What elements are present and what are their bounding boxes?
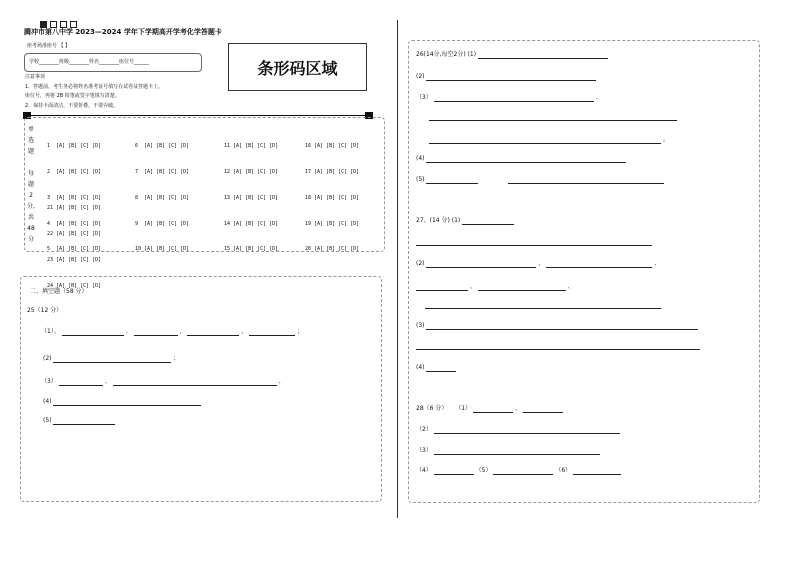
choice-row[interactable]: 1 [A] [B] [C] [D] — [47, 143, 102, 150]
choice-row[interactable]: 2 [A] [B] [C] [D] — [47, 168, 102, 175]
q25-1 — [41, 327, 303, 336]
answer-line[interactable] — [416, 245, 652, 246]
choice-row[interactable]: 20 [A] [B] [C] [D] — [305, 246, 360, 253]
choice-row[interactable]: 4 [A] [B] [C] [D] — [47, 220, 102, 227]
side-char: 每 — [27, 170, 34, 177]
answer-line[interactable] — [434, 446, 600, 455]
note-2: 2．保持卡面清洁，不要折叠，不要弄破。 — [25, 103, 119, 109]
q27-label: 27、(14 分) (1) — [416, 217, 461, 224]
answer-line[interactable] — [416, 349, 700, 350]
q25-4-label: (4) — [43, 398, 52, 405]
q25-3 — [41, 377, 285, 386]
q28-456 — [416, 466, 621, 475]
q28-4-label: （4） — [416, 467, 432, 474]
answer-line[interactable] — [62, 327, 124, 336]
exam-number-label: 座考场准座号 【 】 — [27, 43, 71, 49]
answer-line[interactable] — [478, 50, 608, 59]
q28-3 — [416, 446, 600, 455]
answer-line[interactable] — [53, 397, 201, 406]
comma: 、 — [125, 328, 132, 335]
answer-line[interactable] — [426, 72, 596, 81]
answer-line[interactable] — [573, 466, 621, 475]
side-char: 2分, — [27, 192, 35, 210]
q26-4 — [416, 154, 626, 163]
comma: 、 — [514, 405, 521, 412]
answer-line[interactable] — [416, 282, 468, 291]
q25-5-label: (5) — [43, 417, 52, 424]
choice-row[interactable]: 15 [A] [B] [C] [D] — [224, 246, 279, 253]
q27-2b — [416, 282, 574, 291]
q26-1 — [416, 50, 608, 59]
answer-line[interactable] — [59, 377, 103, 386]
answer-line[interactable] — [187, 327, 239, 336]
answer-line[interactable] — [134, 327, 178, 336]
side-char: 选 — [27, 137, 34, 144]
side-char: 分 — [27, 236, 34, 243]
choice-row[interactable]: 16 [A] [B] [C] [D] — [305, 143, 360, 150]
q28-1 — [416, 404, 563, 413]
q25-2 — [43, 354, 179, 363]
choice-row[interactable]: 18 [A] [B] [C] [D] — [305, 194, 360, 201]
comma: 、 — [469, 283, 476, 290]
q26-2 — [416, 72, 596, 81]
answer-line[interactable] — [53, 416, 115, 425]
answer-line[interactable] — [113, 377, 277, 386]
q27-2 — [416, 259, 660, 268]
choice-row[interactable]: 14 [A] [B] [C] [D] — [224, 220, 279, 227]
choice-row[interactable]: 19 [A] [B] [C] [D] — [305, 220, 360, 227]
answer-line[interactable] — [473, 404, 513, 413]
comma: 、 — [241, 328, 248, 335]
side-char: 单 — [27, 126, 34, 133]
q28-label: 28（6 分） — [416, 405, 448, 412]
comma: 、 — [538, 260, 545, 267]
choice-col-2[interactable] — [135, 125, 189, 271]
choice-row[interactable]: 10 [A] [B] [C] [D] — [135, 246, 190, 253]
answer-line[interactable] — [493, 466, 553, 475]
choice-col-3[interactable] — [224, 125, 278, 271]
choice-row[interactable]: 8 [A] [B] [C] [D] — [135, 194, 190, 201]
answer-line[interactable] — [426, 363, 456, 372]
answer-line[interactable] — [425, 308, 661, 309]
q25-title: 25（12 分） — [27, 307, 63, 314]
q26-label: 26(14分,每空2分) (1) — [416, 51, 477, 58]
q27-3 — [416, 321, 698, 330]
choice-row[interactable]: 17 [A] [B] [C] [D] — [305, 168, 360, 175]
choice-row[interactable]: 13 [A] [B] [C] [D] — [224, 194, 279, 201]
q25-5 — [43, 416, 115, 425]
q26-3-end — [429, 135, 669, 144]
choice-row[interactable]: 11 [A] [B] [C] [D] — [224, 143, 279, 150]
q28-6-label: （6） — [555, 467, 572, 474]
comma: 、 — [567, 283, 574, 290]
barcode-label: 条形码区域 — [257, 58, 338, 78]
answer-line[interactable] — [426, 321, 698, 330]
q25-3-label: （3） — [41, 378, 57, 385]
q27-2-label: (2) — [416, 260, 425, 267]
choice-row[interactable]: 24 [A] [B] [C] [D] — [47, 282, 102, 289]
q28-1-label: （1） — [455, 405, 472, 412]
q25-4 — [43, 397, 201, 406]
q26-3 — [416, 93, 602, 102]
side-char: 48 — [27, 225, 35, 232]
q27-4 — [416, 363, 456, 372]
q28-5-label: （5） — [475, 467, 492, 474]
fold-line — [397, 20, 398, 518]
separator-bar — [26, 115, 370, 116]
answer-line[interactable] — [434, 425, 620, 434]
student-info-box — [24, 53, 202, 72]
answer-line[interactable] — [53, 354, 171, 363]
q26-5 — [416, 175, 664, 184]
choice-row[interactable]: 6 [A] [B] [C] [D] — [135, 143, 190, 150]
q26-5-label: (5) — [416, 176, 425, 183]
notes-title: 注意事项 — [25, 74, 46, 80]
answer-line[interactable] — [478, 282, 566, 291]
fill-section — [20, 276, 382, 502]
answer-line[interactable] — [462, 216, 514, 225]
barcode-area — [228, 43, 367, 91]
q25-2-label: (2) — [43, 355, 52, 362]
q26-2-label: (2) — [416, 73, 425, 80]
note-1b: 座位号，再将 2B 铅笔或签字笔填写清楚。 — [25, 93, 120, 99]
answer-line[interactable] — [546, 259, 652, 268]
choice-row[interactable]: 21 [A] [B] [C] [D] — [47, 205, 102, 212]
answer-line[interactable] — [429, 135, 661, 144]
answer-line[interactable] — [426, 154, 626, 163]
q26-4-label: (4) — [416, 155, 425, 162]
comma: 、 — [278, 378, 285, 385]
side-char: 共 — [27, 214, 34, 221]
answer-line[interactable] — [508, 175, 664, 184]
choice-section — [24, 117, 385, 289]
answer-line[interactable] — [434, 93, 594, 102]
q28-2-label: （2） — [416, 426, 432, 433]
right-answer-section — [408, 40, 760, 503]
note-1: 1．答题前，考生务必将姓名准考证号填写在试卷及答题卡上。 — [25, 84, 164, 90]
sheet-title: 腾冲市第八中学 2023—2024 学年下学期高开学考化学答题卡 — [24, 28, 222, 36]
answer-line[interactable] — [434, 466, 474, 475]
answer-line[interactable] — [523, 404, 563, 413]
answer-line[interactable] — [429, 120, 677, 121]
choice-side-label — [26, 124, 36, 245]
side-char: 题 — [27, 181, 34, 188]
choice-row[interactable]: 23 [A] [B] [C] [D] — [47, 256, 102, 263]
choice-row[interactable]: 12 [A] [B] [C] [D] — [224, 168, 279, 175]
choice-col-4[interactable] — [305, 125, 359, 271]
q27-4-label: (4) — [416, 364, 425, 371]
comma: 、 — [179, 328, 186, 335]
comma: 、 — [104, 378, 111, 385]
choice-row[interactable]: 7 [A] [B] [C] [D] — [135, 168, 190, 175]
fill-section-title: 二、填空题（58 分） — [30, 288, 88, 295]
q28-2 — [416, 425, 620, 434]
student-info-line[interactable]: 学校________班级________姓名________座位号______ — [29, 59, 150, 65]
side-char: 题 — [27, 148, 34, 155]
semicolon: ； — [173, 355, 180, 362]
q28-3-label: （3） — [416, 447, 432, 454]
answer-line[interactable] — [426, 175, 478, 184]
choice-row[interactable]: 3 [A] [B] [C] [D] — [47, 194, 102, 201]
side-char — [26, 157, 36, 168]
choice-row[interactable]: 5 [A] [B] [C] [D] — [47, 246, 102, 253]
q25-1-label: （1）、 — [41, 328, 60, 335]
q27-1 — [416, 216, 514, 225]
answer-line[interactable] — [426, 259, 536, 268]
comma: 、 — [595, 94, 602, 101]
q26-3-label: （3） — [416, 94, 432, 101]
choice-row[interactable]: 9 [A] [B] [C] [D] — [135, 220, 190, 227]
comma: 、 — [654, 260, 661, 267]
q27-3-label: (3) — [416, 322, 425, 329]
choice-row[interactable]: 22 [A] [B] [C] [D] — [47, 230, 102, 237]
period: 。 — [662, 136, 669, 143]
semicolon: ； — [297, 328, 304, 335]
answer-line[interactable] — [249, 327, 295, 336]
